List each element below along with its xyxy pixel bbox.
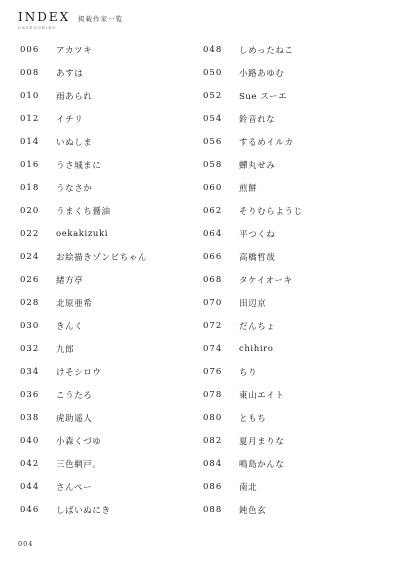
entry-artist-name: Sue スーエ — [239, 91, 288, 102]
index-entry — [20, 360, 147, 383]
entry-artist-name: さんぺー — [56, 482, 93, 493]
entry-artist-name: しばいぬにき — [56, 505, 111, 516]
entry-artist-name: 緒方亭 — [56, 275, 84, 286]
entry-artist-name: 平つくね — [239, 229, 276, 240]
index-entry — [203, 291, 303, 314]
entry-artist-name: けそシロウ — [56, 367, 102, 378]
entry-page-number: 026 — [20, 274, 40, 285]
entry-artist-name: するめイルカ — [239, 137, 294, 148]
entry-artist-name: 南北 — [239, 482, 258, 493]
entry-artist-name: ちり — [239, 367, 258, 378]
index-entry — [203, 314, 303, 337]
index-entry — [203, 429, 303, 452]
entry-page-number: 060 — [203, 182, 223, 193]
entry-artist-name: 小森くづゆ — [56, 436, 102, 447]
entry-page-number: 044 — [20, 481, 40, 492]
index-entry — [20, 268, 147, 291]
entry-page-number: 064 — [203, 228, 223, 239]
entry-artist-name: だんちょ — [239, 321, 276, 332]
index-entry — [20, 84, 147, 107]
entry-page-number: 028 — [20, 297, 40, 308]
page-title: INDEX — [18, 10, 71, 24]
index-entry — [20, 245, 147, 268]
entry-page-number: 046 — [20, 504, 40, 515]
page-subtitle-en: CATEGORIES — [18, 25, 57, 30]
index-entry — [203, 337, 303, 360]
entry-artist-name: 九郎 — [56, 344, 75, 355]
entry-page-number: 020 — [20, 205, 40, 216]
entry-artist-name: chihiro — [239, 343, 274, 354]
index-entry — [20, 107, 147, 130]
index-entry — [20, 291, 147, 314]
index-entry — [20, 429, 147, 452]
entry-artist-name: こうたろ — [56, 390, 93, 401]
index-entry — [203, 268, 303, 291]
index-entry — [20, 61, 147, 84]
index-entry — [203, 61, 303, 84]
index-entry — [20, 222, 147, 245]
entry-artist-name: 夏月まりな — [239, 436, 285, 447]
entry-artist-name: 煎餅 — [239, 183, 258, 194]
entry-artist-name: アカツキ — [56, 45, 93, 56]
entry-page-number: 086 — [203, 481, 223, 492]
entry-artist-name: ともち — [239, 413, 267, 424]
entry-page-number: 058 — [203, 159, 223, 170]
entry-artist-name: タケイオーキ — [239, 275, 293, 286]
entry-page-number: 036 — [20, 389, 40, 400]
index-entry — [20, 383, 147, 406]
index-entry — [203, 130, 303, 153]
index-entry — [20, 38, 147, 61]
index-entry — [20, 176, 147, 199]
entry-page-number: 052 — [203, 90, 223, 101]
entry-artist-name: そりむらようじ — [239, 206, 303, 217]
index-entry — [203, 406, 303, 429]
entry-page-number: 056 — [203, 136, 223, 147]
entry-page-number: 062 — [203, 205, 223, 216]
index-entry — [20, 406, 147, 429]
entry-page-number: 030 — [20, 320, 40, 331]
entry-artist-name: うまくち醤油 — [56, 206, 111, 217]
index-entry — [203, 498, 303, 521]
entry-artist-name: うなさか — [56, 183, 93, 194]
index-entry — [20, 130, 147, 153]
index-entry — [203, 84, 303, 107]
entry-page-number: 016 — [20, 159, 40, 170]
entry-page-number: 082 — [203, 435, 223, 446]
index-entry — [20, 337, 147, 360]
entry-artist-name: 三色網戸。 — [56, 459, 102, 470]
entry-page-number: 068 — [203, 274, 223, 285]
entry-artist-name: 高橋哲哉 — [239, 252, 276, 263]
entry-artist-name: お絵描きゾンビちゃん — [56, 252, 148, 263]
entry-page-number: 014 — [20, 136, 40, 147]
entry-artist-name: 北原亜希 — [56, 298, 93, 309]
title-row — [18, 10, 123, 24]
entry-page-number: 088 — [203, 504, 223, 515]
entry-page-number: 032 — [20, 343, 40, 354]
index-entry — [203, 153, 303, 176]
entry-page-number: 040 — [20, 435, 40, 446]
index-column-left — [20, 38, 147, 521]
index-entry — [203, 199, 303, 222]
entry-page-number: 072 — [203, 320, 223, 331]
index-entry — [203, 360, 303, 383]
index-entry — [203, 383, 303, 406]
page-number: 004 — [18, 540, 34, 548]
entry-page-number: 018 — [20, 182, 40, 193]
index-entry — [20, 153, 147, 176]
entry-page-number: 008 — [20, 67, 40, 78]
entry-page-number: 080 — [203, 412, 223, 423]
entry-page-number: 034 — [20, 366, 40, 377]
index-entry — [20, 199, 147, 222]
entry-artist-name: 虎助遥人 — [56, 413, 93, 424]
index-column-right — [203, 38, 303, 521]
entry-artist-name: きんく — [56, 321, 84, 332]
entry-page-number: 038 — [20, 412, 40, 423]
entry-page-number: 010 — [20, 90, 40, 101]
entry-page-number: 076 — [203, 366, 223, 377]
index-entry — [203, 38, 303, 61]
entry-artist-name: うさ城まに — [56, 160, 102, 171]
index-entry — [203, 176, 303, 199]
entry-artist-name: oekakizuki — [56, 228, 109, 239]
entry-artist-name: 鈍色玄 — [239, 505, 267, 516]
entry-artist-name: 鈴音れな — [239, 114, 276, 125]
index-entry — [20, 452, 147, 475]
index-entry — [20, 314, 147, 337]
index-entry — [203, 475, 303, 498]
index-entry — [203, 222, 303, 245]
entry-page-number: 024 — [20, 251, 40, 262]
entry-page-number: 054 — [203, 113, 223, 124]
entry-artist-name: あすは — [56, 68, 84, 79]
index-entry — [203, 107, 303, 130]
index-entry — [20, 475, 147, 498]
index-entry — [203, 245, 303, 268]
entry-artist-name: しめったねこ — [239, 45, 294, 56]
entry-page-number: 070 — [203, 297, 223, 308]
index-entry — [203, 452, 303, 475]
entry-page-number: 050 — [203, 67, 223, 78]
entry-artist-name: 鳴島かんな — [239, 459, 285, 470]
entry-artist-name: いぬしま — [56, 137, 93, 148]
entry-page-number: 048 — [203, 44, 223, 55]
entry-page-number: 012 — [20, 113, 40, 124]
entry-page-number: 006 — [20, 44, 40, 55]
entry-artist-name: 東山エイト — [239, 390, 285, 401]
entry-artist-name: 田辺京 — [239, 298, 267, 309]
index-header — [18, 10, 123, 30]
entry-artist-name: 蟬丸せみ — [239, 160, 276, 171]
entry-artist-name: 雨あられ — [56, 91, 93, 102]
entry-page-number: 042 — [20, 458, 40, 469]
index-entry — [20, 498, 147, 521]
entry-page-number: 022 — [20, 228, 40, 239]
entry-page-number: 078 — [203, 389, 223, 400]
entry-page-number: 066 — [203, 251, 223, 262]
entry-artist-name: 小路あゆむ — [239, 68, 285, 79]
entry-page-number: 074 — [203, 343, 223, 354]
entry-artist-name: イチリ — [56, 114, 84, 125]
entry-page-number: 084 — [203, 458, 223, 469]
page-subtitle-jp: 掲載作家一覧 — [78, 15, 124, 23]
